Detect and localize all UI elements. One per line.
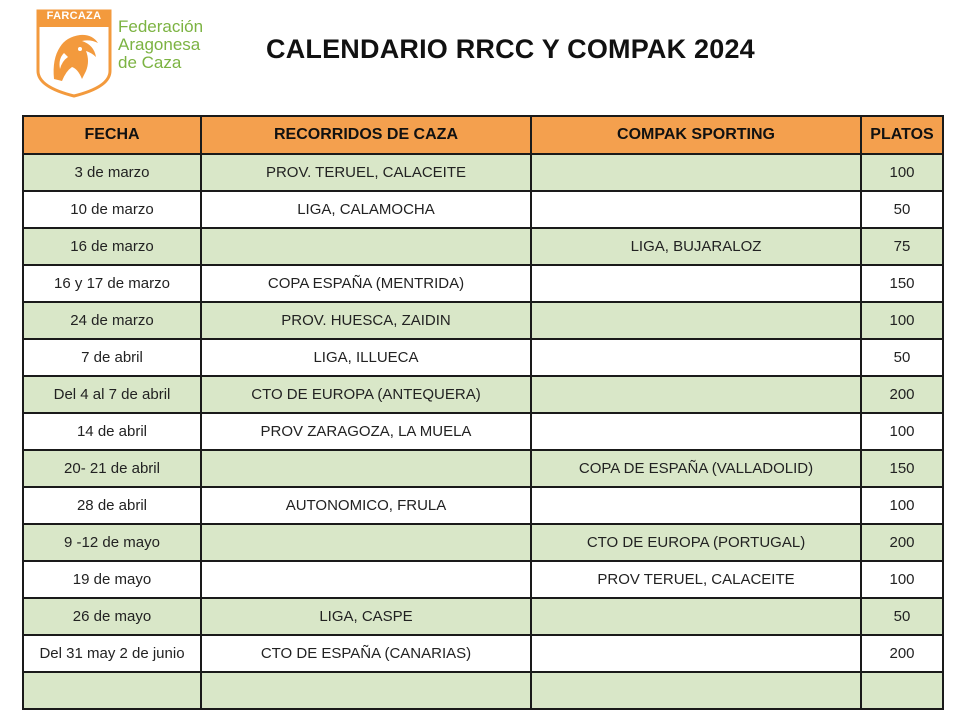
cell-fecha: 24 de marzo (23, 302, 201, 339)
cell-compak: LIGA, BUJARALOZ (531, 228, 861, 265)
cell-compak (531, 672, 861, 709)
header-fecha: FECHA (23, 116, 201, 154)
table-row (23, 598, 943, 635)
cell-recorridos: CTO DE EUROPA (ANTEQUERA) (201, 376, 531, 413)
cell-platos: 75 (861, 228, 943, 265)
cell-fecha: 3 de marzo (23, 154, 201, 191)
federation-logo (36, 9, 203, 98)
cell-platos: 150 (861, 265, 943, 302)
cell-fecha: 9 -12 de mayo (23, 524, 201, 561)
cell-recorridos: PROV ZARAGOZA, LA MUELA (201, 413, 531, 450)
cell-recorridos (201, 672, 531, 709)
table-row (23, 524, 943, 561)
cell-platos (861, 672, 943, 709)
logo-line-1: Federación (118, 17, 204, 36)
cell-recorridos (201, 228, 531, 265)
cell-recorridos (201, 450, 531, 487)
cell-platos: 200 (861, 376, 943, 413)
table-header-row (23, 116, 943, 154)
cell-compak: CTO DE EUROPA (PORTUGAL) (531, 524, 861, 561)
cell-platos: 50 (861, 339, 943, 376)
header-platos: PLATOS (861, 116, 943, 154)
cell-compak (531, 154, 861, 191)
cell-fecha: 26 de mayo (23, 598, 201, 635)
cell-compak (531, 413, 861, 450)
cell-fecha: 19 de mayo (23, 561, 201, 598)
cell-recorridos: PROV. HUESCA, ZAIDIN (201, 302, 531, 339)
cell-compak (531, 265, 861, 302)
cell-recorridos: LIGA, ILLUECA (201, 339, 531, 376)
table-row (23, 487, 943, 524)
cell-compak (531, 302, 861, 339)
logo-wordmark (118, 18, 203, 72)
cell-compak: COPA DE ESPAÑA (VALLADOLID) (531, 450, 861, 487)
table-row (23, 302, 943, 339)
cell-fecha: 28 de abril (23, 487, 201, 524)
table-row (23, 265, 943, 302)
table-row (23, 672, 943, 709)
cell-fecha: 14 de abril (23, 413, 201, 450)
table-row (23, 635, 943, 672)
table-row (23, 154, 943, 191)
cell-fecha: Del 4 al 7 de abril (23, 376, 201, 413)
cell-platos: 50 (861, 598, 943, 635)
calendar-table-container (22, 115, 942, 710)
table-row (23, 561, 943, 598)
cell-platos: 100 (861, 561, 943, 598)
table-row (23, 339, 943, 376)
cell-platos: 100 (861, 413, 943, 450)
cell-recorridos: CTO DE ESPAÑA (CANARIAS) (201, 635, 531, 672)
goat-icon (36, 9, 112, 98)
cell-recorridos (201, 561, 531, 598)
logo-badge-text: FARCAZA (46, 10, 102, 22)
header-recorridos: RECORRIDOS DE CAZA (201, 116, 531, 154)
cell-compak (531, 376, 861, 413)
header-compak: COMPAK SPORTING (531, 116, 861, 154)
calendar-table (22, 115, 944, 710)
cell-platos: 100 (861, 487, 943, 524)
cell-recorridos: COPA ESPAÑA (MENTRIDA) (201, 265, 531, 302)
cell-platos: 100 (861, 302, 943, 339)
cell-compak (531, 598, 861, 635)
cell-fecha (23, 672, 201, 709)
cell-fecha: 20- 21 de abril (23, 450, 201, 487)
cell-fecha: 16 de marzo (23, 228, 201, 265)
cell-compak (531, 487, 861, 524)
cell-recorridos: LIGA, CASPE (201, 598, 531, 635)
table-row (23, 376, 943, 413)
cell-platos: 50 (861, 191, 943, 228)
cell-fecha: 16 y 17 de marzo (23, 265, 201, 302)
cell-recorridos (201, 524, 531, 561)
cell-platos: 150 (861, 450, 943, 487)
cell-fecha: 10 de marzo (23, 191, 201, 228)
cell-compak (531, 339, 861, 376)
cell-compak (531, 191, 861, 228)
logo-line-2: Aragonesa (118, 35, 201, 54)
table-row (23, 413, 943, 450)
table-body (23, 154, 943, 709)
cell-recorridos: LIGA, CALAMOCHA (201, 191, 531, 228)
cell-compak (531, 635, 861, 672)
cell-recorridos: AUTONOMICO, FRULA (201, 487, 531, 524)
cell-platos: 200 (861, 635, 943, 672)
cell-fecha: 7 de abril (23, 339, 201, 376)
cell-platos: 100 (861, 154, 943, 191)
cell-compak: PROV TERUEL, CALACEITE (531, 561, 861, 598)
goat-emblem (36, 9, 112, 98)
table-row (23, 450, 943, 487)
table-row (23, 191, 943, 228)
logo-line-3: de Caza (118, 53, 182, 72)
table-row (23, 228, 943, 265)
cell-platos: 200 (861, 524, 943, 561)
cell-recorridos: PROV. TERUEL, CALACEITE (201, 154, 531, 191)
cell-fecha: Del 31 may 2 de junio (23, 635, 201, 672)
document-title: CALENDARIO RRCC Y COMPAK 2024 (266, 34, 755, 64)
